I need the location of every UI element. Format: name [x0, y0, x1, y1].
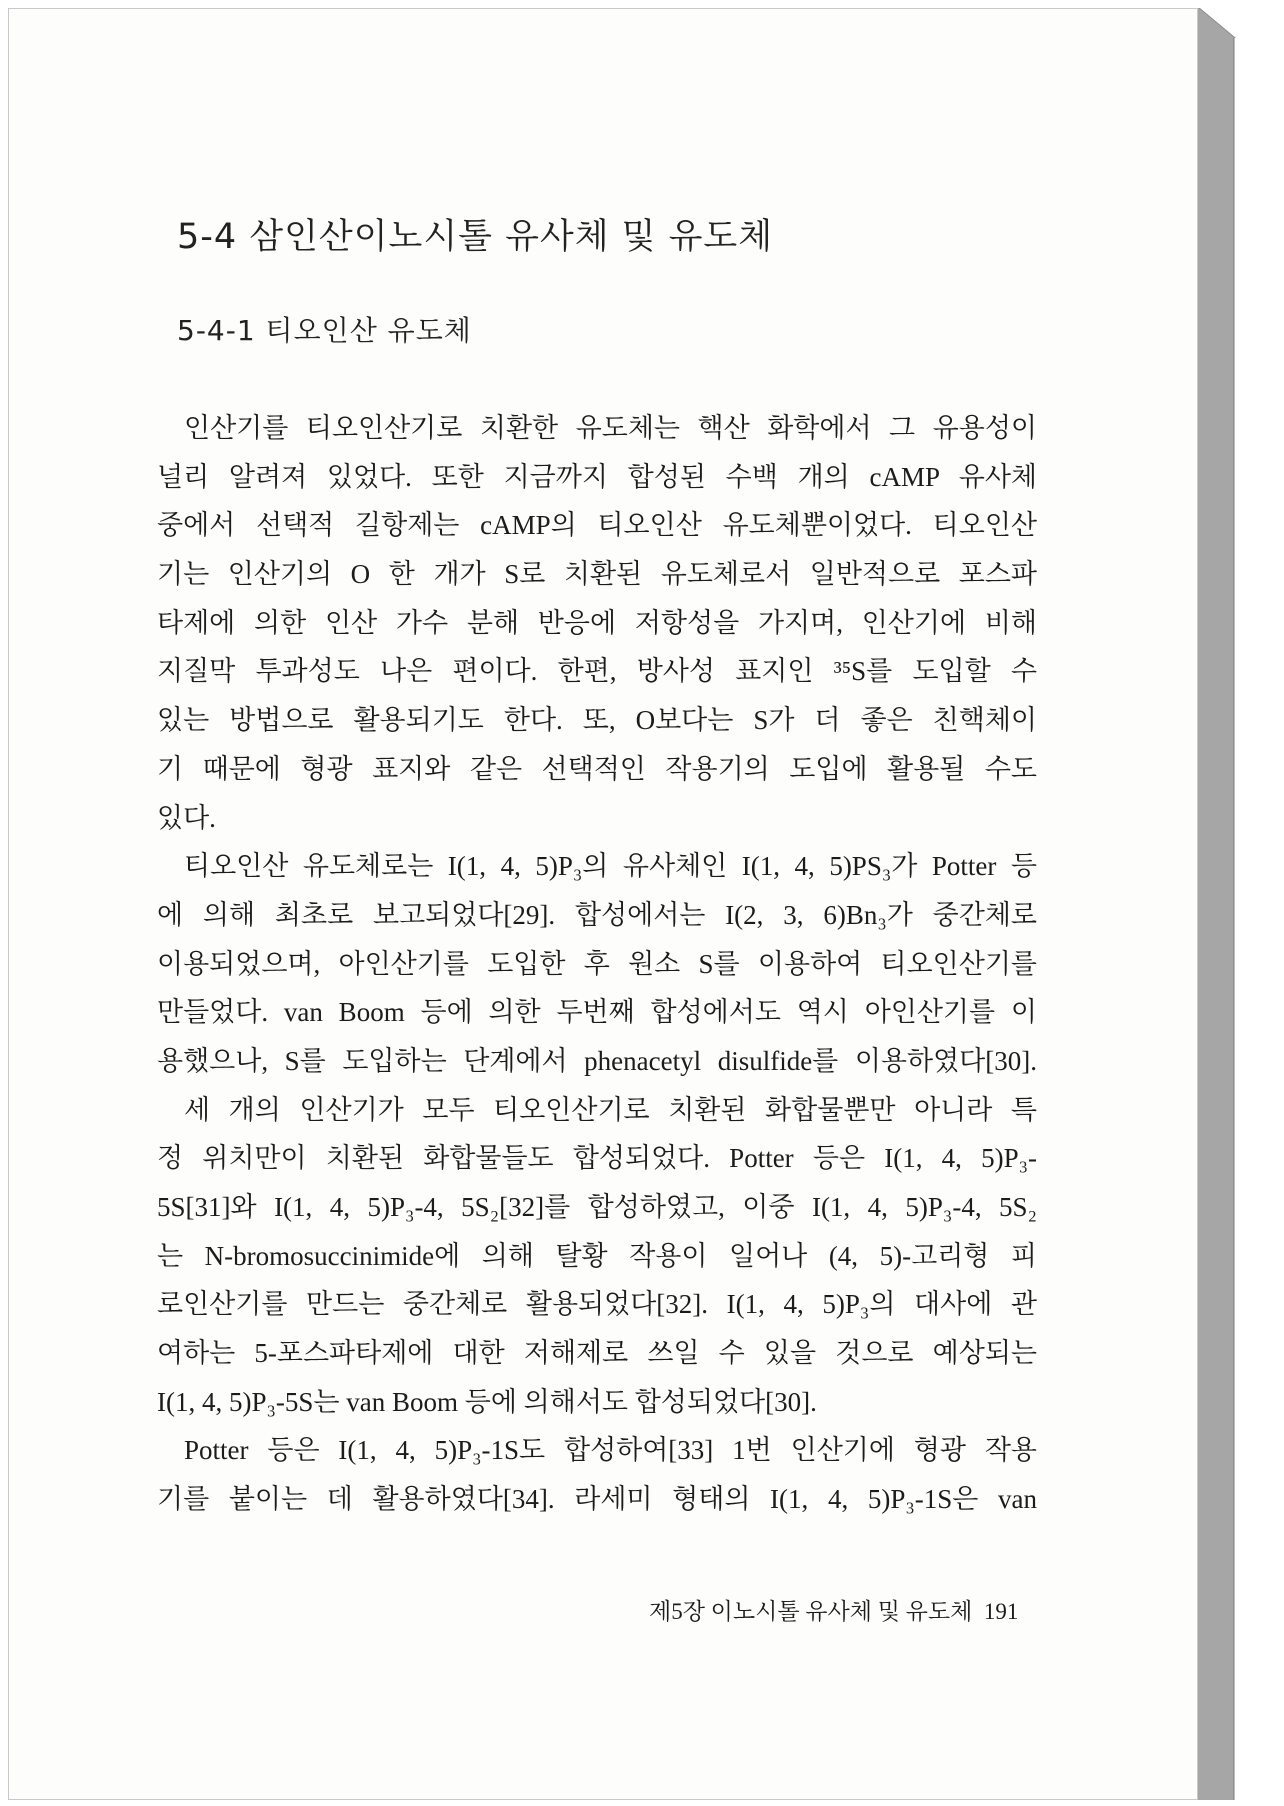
body-line: 정 위치만이 치환된 화합물들도 합성되었다. Potter 등은 I(1, 4, 5)P₃- — [157, 1143, 1037, 1174]
body-line: 있는 방법으로 활용되기도 한다. 또, O보다는 S가 더 좋은 친핵체이 — [157, 705, 1037, 736]
body-line: 널리 알려져 있었다. 또한 지금까지 합성된 수백 개의 cAMP 유사체 — [157, 461, 1037, 492]
body-line: 지질막 투과성도 나은 편이다. 한편, 방사성 표지인 ³⁵S를 도입할 수 — [157, 656, 1037, 687]
page-thickness-shape — [1198, 8, 1278, 1800]
body-line: 용했으나, S를 도입하는 단계에서 phenacetyl disulfide를 이용하였다[30]. — [157, 1045, 1037, 1076]
body-line: 5S[31]와 I(1, 4, 5)P₃-4, 5S₂[32]를 합성하였고, 이중 I(1, 4, 5)P₃-4, 5S₂ — [157, 1192, 1037, 1222]
body-text — [157, 404, 1037, 1524]
page-footer — [649, 1593, 1019, 1626]
body-line: 세 개의 인산기가 모두 티오인산기로 치환된 화합물뿐만 아니라 특 — [184, 1094, 1037, 1125]
body-line: 이용되었으며, 아인산기를 도입한 후 원소 S를 이용하여 티오인산기를 — [157, 948, 1037, 979]
body-line: 에 의해 최초로 보고되었다[29]. 합성에서는 I(2, 3, 6)Bn₃가 중간체로 — [157, 899, 1037, 930]
body-line: 기는 인산기의 O 한 개가 S로 치환된 유도체로서 일반적으로 포스파 — [157, 559, 1037, 590]
body-line: 만들었다. van Boom 등에 의한 두번째 합성에서도 역시 아인산기를 이 — [157, 997, 1037, 1028]
page-number: 191 — [983, 1599, 1019, 1624]
body-line: 기를 붙이는 데 활용하였다[34]. 라세미 형태의 I(1, 4, 5)P₃-1S은 van — [157, 1484, 1037, 1515]
body-line: 인산기를 티오인산기로 치환한 유도체는 핵산 화학에서 그 유용성이 — [184, 413, 1037, 443]
body-line: I(1, 4, 5)P₃-5S는 van Boom 등에 의해서도 합성되었다[30]. — [157, 1386, 817, 1417]
running-head: 제5장 이노시톨 유사체 및 유도체 — [649, 1599, 973, 1624]
book-page — [8, 8, 1198, 1800]
body-line: 타제에 의한 인산 가수 분해 반응에 저항성을 가지며, 인산기에 비해 — [157, 607, 1037, 638]
body-line: 티오인산 유도체로는 I(1, 4, 5)P₃의 유사체인 I(1, 4, 5)PS₃가 Potter 등 — [184, 851, 1037, 882]
body-line: Potter 등은 I(1, 4, 5)P₃-1S도 합성하여[33] 1번 인산기에 형광 작용 — [184, 1435, 1037, 1466]
section-title: 5-4 삼인산이노시톨 유사체 및 유도체 — [177, 217, 774, 257]
body-line: 있다. — [157, 802, 216, 833]
body-line: 로인산기를 만드는 중간체로 활용되었다[32]. I(1, 4, 5)P₃의 대사에 관 — [157, 1289, 1037, 1320]
subsection-title: 5-4-1 티오인산 유도체 — [177, 314, 472, 347]
body-line: 는 N-bromosuccinimide에 의해 탈황 작용이 일어나 (4, 5)-고리형 피 — [157, 1240, 1037, 1271]
body-line: 여하는 5-포스파타제에 대한 저해제로 쓰일 수 있을 것으로 예상되는 — [157, 1338, 1037, 1369]
body-line: 중에서 선택적 길항제는 cAMP의 티오인산 유도체뿐이었다. 티오인산 — [157, 510, 1037, 541]
body-line: 기 때문에 형광 표지와 같은 선택적인 작용기의 도입에 활용될 수도 — [157, 753, 1037, 784]
